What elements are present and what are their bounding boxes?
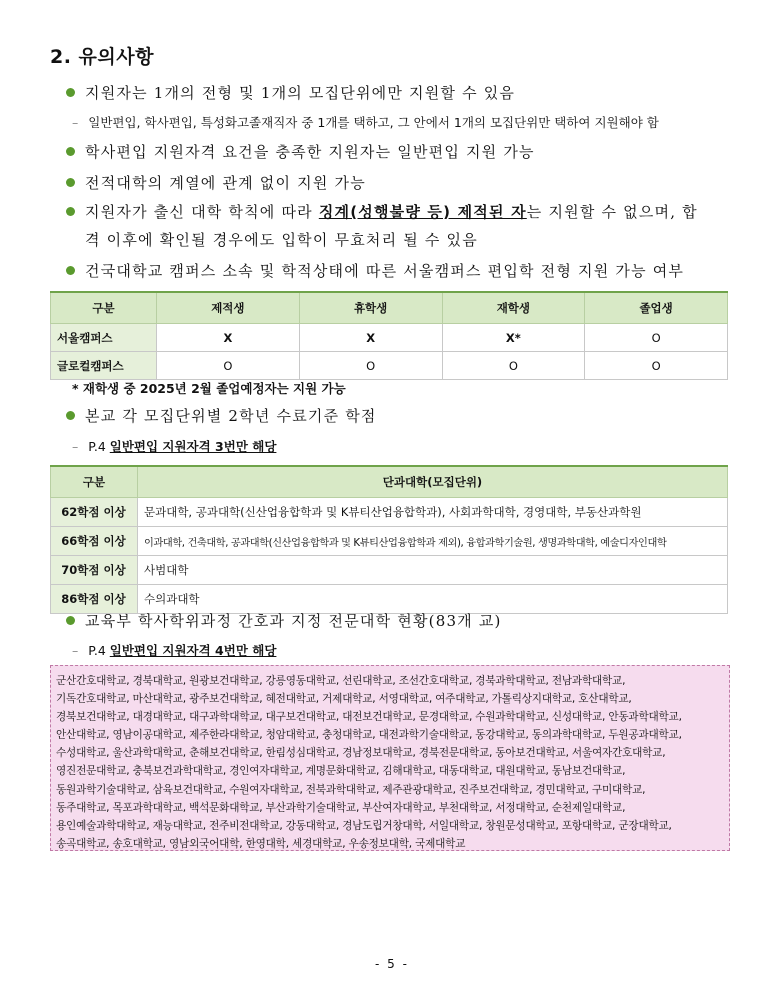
- table-row-header: 70학점 이상: [51, 556, 138, 585]
- table-cell: X: [157, 324, 300, 352]
- bullet-text: 건국대학교 캠퍼스 소속 및 학적상태에 따른 서울캠퍼스 편입학 전형 지원 가능 여부: [85, 262, 685, 280]
- table-header: 구분: [51, 466, 138, 498]
- table-cell: O: [585, 324, 728, 352]
- bullet-continuation: 격 이후에 확인될 경우에도 입학이 무효처리 될 수 있음: [85, 231, 478, 249]
- bullet-dot-icon: [66, 178, 75, 187]
- school-list-line: 기독간호대학교, 마산대학교, 광주보건대학교, 혜전대학교, 거제대학교, 서영대학교, 여주대학교, 가톨릭상지대학교, 호산대학교,: [56, 693, 632, 706]
- table-cell: 사범대학: [138, 556, 728, 585]
- credit-table: [50, 465, 728, 614]
- bullet-item: [66, 141, 535, 162]
- bullet-text: 지원자는 1개의 전형 및 1개의 모집단위에만 지원할 수 있음: [85, 84, 516, 102]
- dash-underlined-text: 일반편입 지원자격 4번만 해당: [109, 643, 277, 658]
- dash-text: P.4: [88, 439, 110, 454]
- table-header: 재학생: [442, 292, 585, 324]
- dash-icon: –: [72, 643, 79, 658]
- bullet-text: 지원자가 출신 대학 학칙에 따라: [85, 203, 319, 221]
- bullet-text: 는 지원할 수 없으며, 합: [526, 203, 698, 221]
- bullet-text: 전적대학의 계열에 관계 없이 지원 가능: [85, 174, 366, 192]
- table-header: 구분: [51, 292, 157, 324]
- bullet-item: [66, 610, 502, 631]
- bullet-text: 본교 각 모집단위별 2학년 수료기준 학점: [85, 407, 377, 425]
- section-title: 2. 유의사항: [50, 46, 154, 68]
- table-cell: O: [442, 352, 585, 380]
- bullet-dot-icon: [66, 616, 75, 625]
- table-cell: 수의과대학: [138, 585, 728, 614]
- bullet-dot-icon: [66, 266, 75, 275]
- dash-icon: –: [72, 115, 79, 130]
- bullet-item: [66, 260, 684, 281]
- bullet-item: [66, 405, 377, 426]
- table-row-header: 글로컬캠퍼스: [51, 352, 157, 380]
- campus-table: [50, 291, 728, 380]
- bullet-item: [66, 172, 366, 193]
- school-list-line: 동원과학기술대학교, 삼육보건대학교, 수원여자대학교, 전북과학대학교, 제주관광대학교, 진주보건대학교, 경민대학교, 구미대학교,: [56, 783, 646, 796]
- bullet-text: 학사편입 지원자격 요건을 충족한 지원자는 일반편입 지원 가능: [85, 143, 535, 161]
- bullet-underlined-text: 징계(성행불량 등) 제적된 자: [318, 203, 527, 221]
- table-header-row: [51, 466, 728, 498]
- bullet-text: 교육부 학사학위과정 간호과 지정 전문대학 현황(83개 교): [85, 612, 502, 630]
- table-footnote: * 재학생 중 2025년 2월 졸업예정자는 지원 가능: [72, 381, 346, 396]
- table-cell: X*: [442, 324, 585, 352]
- school-list-line: 영진전문대학교, 충북보건과학대학교, 경인여자대학교, 계명문화대학교, 김해대학교, 대동대학교, 대원대학교, 동남보건대학교,: [56, 765, 626, 778]
- bullet-item: [66, 82, 515, 103]
- dash-item: [72, 437, 276, 455]
- table-row-header: 86학점 이상: [51, 585, 138, 614]
- table-row: [51, 556, 728, 585]
- school-list-line: 송곡대학교, 송호대학교, 영남외국어대학, 한영대학, 세경대학교, 우송정보대학, 국제대학교: [56, 837, 466, 850]
- school-list-line: 경북보건대학교, 대경대학교, 대구과학대학교, 대구보건대학교, 대전보건대학교, 문경대학교, 수원과학대학교, 신성대학교, 안동과학대학교,: [56, 711, 682, 724]
- table-row-header: 62학점 이상: [51, 498, 138, 527]
- bullet-item: [66, 198, 728, 254]
- school-list-line: 동주대학교, 목포과학대학교, 백석문화대학교, 부산과학기술대학교, 부산여자대학교, 부천대학교, 서정대학교, 순천제일대학교,: [56, 801, 626, 814]
- dash-item: [72, 641, 276, 659]
- dash-text: 일반편입, 학사편입, 특성화고졸재직자 중 1개를 택하고, 그 안에서 1개의 모집단위만 택하여 지원해야 함: [88, 115, 659, 130]
- table-cell: O: [585, 352, 728, 380]
- table-row-header: 서울캠퍼스: [51, 324, 157, 352]
- table-row: [51, 527, 728, 556]
- dash-underlined-text: 일반편입 지원자격 3번만 해당: [109, 439, 277, 454]
- table-header: 단과대학(모집단위): [138, 466, 728, 498]
- school-list-box: [50, 665, 730, 851]
- table-row-header: 66학점 이상: [51, 527, 138, 556]
- bullet-dot-icon: [66, 207, 75, 216]
- table-cell: O: [299, 352, 442, 380]
- table-header: 휴학생: [299, 292, 442, 324]
- page-number: - 5 -: [375, 957, 409, 971]
- table-row: [51, 352, 728, 380]
- dash-text: P.4: [88, 643, 110, 658]
- table-cell: 이과대학, 건축대학, 공과대학(신산업융합학과 및 K뷰티산업융합학과 제외), 융합과학기술원, 생명과학대학, 예술디자인대학: [138, 527, 728, 556]
- school-list-line: 수성대학교, 울산과학대학교, 춘해보건대학교, 한림성심대학교, 경남정보대학교, 경북전문대학교, 동아보건대학교, 서울여자간호대학교,: [56, 747, 666, 760]
- table-cell: O: [157, 352, 300, 380]
- table-row: [51, 498, 728, 527]
- table-cell: 문과대학, 공과대학(신산업융합학과 및 K뷰티산업융합학과), 사회과학대학, 경영대학, 부동산과학원: [138, 498, 728, 527]
- table-header: 졸업생: [585, 292, 728, 324]
- table-cell: X: [299, 324, 442, 352]
- table-header: 제적생: [157, 292, 300, 324]
- table-row: [51, 324, 728, 352]
- school-list-line: 용인예술과학대학교, 재능대학교, 전주비전대학교, 강동대학교, 경남도립거창대학, 서일대학교, 창원문성대학교, 포항대학교, 군장대학교,: [56, 819, 672, 832]
- school-list-line: 안산대학교, 영남이공대학교, 제주한라대학교, 청암대학교, 충청대학교, 대전과학기술대학교, 동강대학교, 동의과학대학교, 두원공과대학교,: [56, 729, 682, 742]
- bullet-dot-icon: [66, 88, 75, 97]
- dash-icon: –: [72, 439, 79, 454]
- bullet-dot-icon: [66, 147, 75, 156]
- bullet-dot-icon: [66, 411, 75, 420]
- table-header-row: [51, 292, 728, 324]
- dash-item: [72, 113, 659, 131]
- school-list-line: 군산간호대학교, 경북대학교, 원광보건대학교, 강릉영동대학교, 선린대학교, 조선간호대학교, 경북과학대학교, 전남과학대학교,: [56, 675, 626, 687]
